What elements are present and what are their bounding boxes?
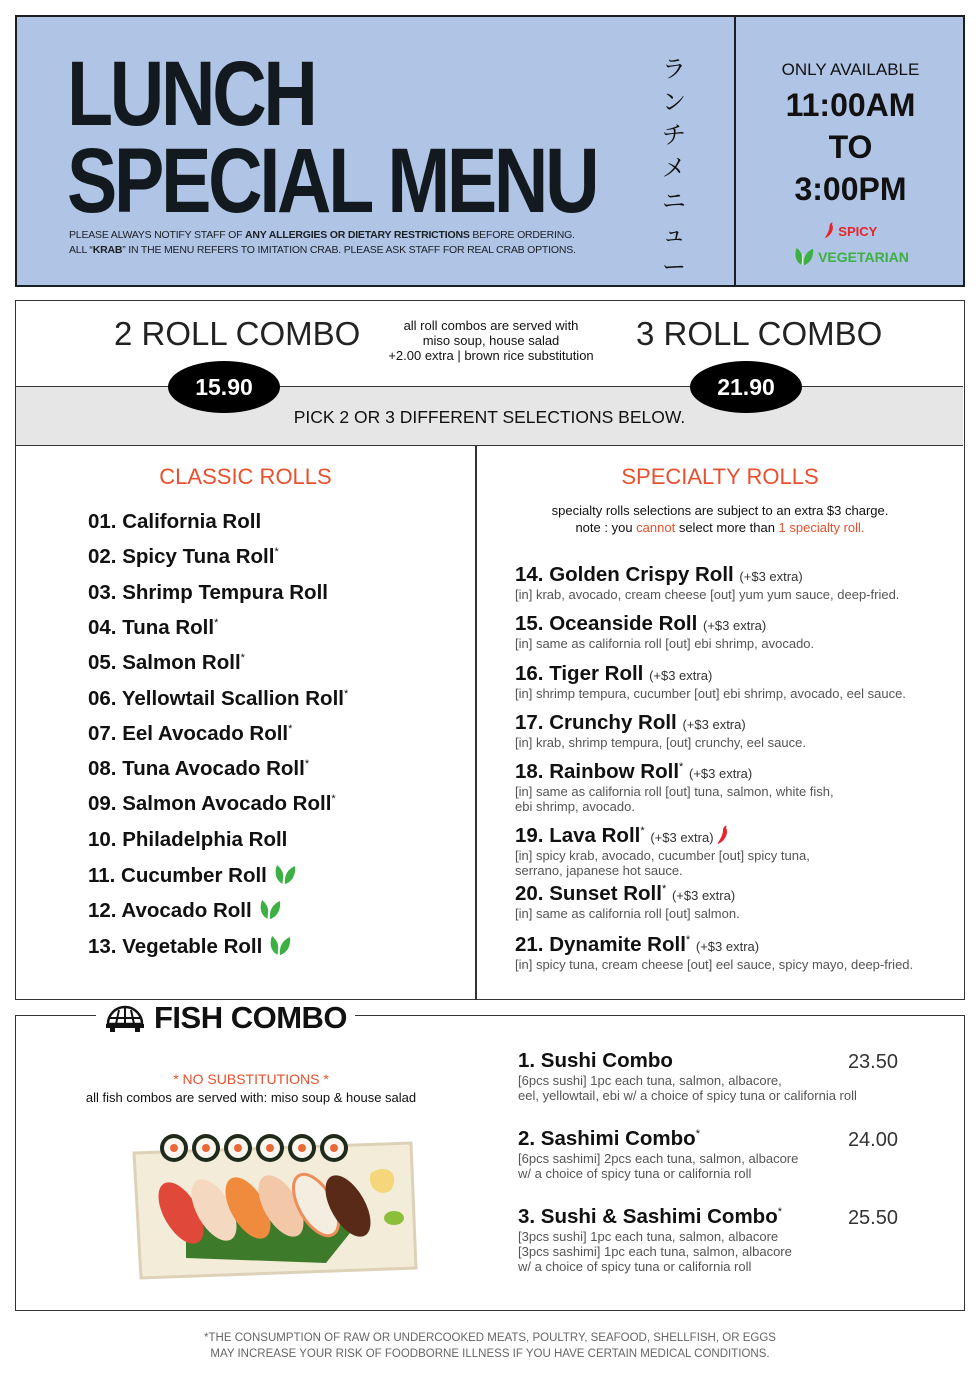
two-roll-price-badge: 15.90	[171, 364, 277, 410]
health-warning-line2: MAY INCREASE YOUR RISK OF FOODBORNE ILLNESS IF YOU HAVE CERTAIN MEDICAL CONDITIONS.	[210, 1348, 770, 1360]
note-text: select more than	[675, 520, 779, 535]
raw-marker: *	[695, 1128, 700, 1141]
fish-combo-description: [6pcs sushi] 1pc each tuna, salmon, albacore,	[518, 1073, 782, 1088]
legend-spicy-label: SPICY	[838, 224, 878, 239]
fish-combo-description: w/ a choice of spicy tuna or california roll	[518, 1166, 752, 1181]
specialty-limit-note	[477, 519, 963, 536]
notice-text: ” IN THE MENU REFERS TO IMITATION CRAB. PLEASE ASK STAFF FOR REAL CRAB OPTIONS.	[122, 244, 576, 256]
fish-combo-description: eel, yellowtail, ebi w/ a choice of spicy tuna or california roll	[518, 1088, 857, 1103]
roll-name: 18. Rainbow Roll	[515, 760, 680, 783]
fish-combo-description: [6pcs sashimi] 2pcs each tuna, salmon, albacore	[518, 1151, 799, 1166]
three-roll-price-badge: 21.90	[693, 364, 799, 410]
extra-charge: (+$3 extra)	[671, 888, 736, 903]
roll-name: 08. Tuna Avocado Roll	[88, 757, 305, 781]
fish-combo-name: 2. Sashimi Combo	[518, 1127, 696, 1150]
roll-description: [in] shrimp tempura, cucumber [out] ebi shrimp, avocado, eel sauce.	[515, 686, 906, 701]
combo-note	[356, 318, 626, 363]
roll-name: 09. Salmon Avocado Roll	[88, 792, 332, 816]
notice-text: ALL “	[69, 244, 93, 256]
roll-combo-section	[15, 300, 965, 1000]
roll-name: 17. Crunchy Roll	[515, 711, 677, 734]
jp-char: ラ	[662, 56, 686, 83]
roll-description: [in] same as california roll [out] salmon.	[515, 906, 740, 921]
fish-combo-price: 25.50	[847, 1207, 898, 1229]
fish-served-with: all fish combos are served with: miso soup & house salad	[85, 1090, 417, 1105]
fish-combo-section	[15, 1000, 965, 1311]
raw-marker: *	[777, 1206, 782, 1219]
sushi-platter-image	[126, 1128, 426, 1288]
classic-roll-item[interactable]	[88, 510, 261, 534]
no-substitutions: * NO SUBSTITUTIONS *	[173, 1071, 329, 1087]
legend-vegetarian	[736, 246, 965, 266]
extra-charge: (+$3 extra)	[703, 618, 767, 633]
extra-charge: (+$3 extra)	[649, 668, 713, 683]
title-lunch: LUNCH	[67, 43, 315, 145]
end-time: 3:00PM	[794, 171, 907, 207]
jp-char: ニ	[662, 188, 686, 215]
fish-combo-price: 23.50	[847, 1051, 898, 1073]
roll-name: 16. Tiger Roll	[515, 662, 644, 685]
raw-marker: *	[685, 934, 691, 947]
classic-roll-item[interactable]	[88, 722, 292, 746]
specialty-roll-item[interactable]	[515, 760, 955, 814]
three-roll-combo-title: 3 ROLL COMBO	[636, 315, 883, 352]
note-highlight: cannot	[636, 520, 676, 535]
leaf-icon	[267, 934, 291, 956]
roll-name: 01. California Roll	[88, 510, 262, 533]
roll-name: 04. Tuna Roll	[88, 615, 215, 639]
specialty-roll-heading	[515, 612, 955, 636]
notice-bold: KRAB	[92, 244, 123, 256]
specialty-roll-item[interactable]	[515, 662, 955, 701]
specialty-roll-item[interactable]	[515, 933, 955, 972]
instruction-band	[16, 386, 963, 446]
roll-name: 10. Philadelphia Roll	[88, 827, 288, 851]
raw-marker: *	[288, 722, 293, 735]
specialty-note	[477, 502, 963, 536]
specialty-roll-item[interactable]	[515, 612, 955, 651]
raw-marker: *	[640, 825, 645, 838]
japanese-title-vertical	[662, 53, 686, 284]
fish-combo-title: FISH COMBO	[154, 1000, 348, 1035]
fish-combo-item[interactable]	[518, 1127, 958, 1181]
classic-roll-item[interactable]	[88, 863, 296, 888]
roll-name: 03. Shrimp Tempura Roll	[88, 580, 328, 604]
raw-marker: *	[661, 883, 667, 896]
specialty-roll-heading	[515, 933, 955, 957]
roll-name: 13. Vegetable Roll	[88, 934, 263, 958]
combo-note-line: +2.00 extra | brown rice substitution	[388, 348, 594, 363]
health-warning-line1: *THE CONSUMPTION OF RAW OR UNDERCOOKED MEATS, POULTRY, SEAFOOD, SHELLFISH, OR EGGS	[204, 1332, 776, 1344]
classic-roll-item[interactable]	[88, 757, 309, 781]
raw-marker: *	[304, 758, 310, 771]
roll-name: 02. Spicy Tuna Roll	[88, 545, 275, 569]
leaf-icon	[272, 863, 296, 885]
roll-name: 20. Sunset Roll	[515, 882, 662, 905]
classic-roll-item[interactable]	[88, 792, 336, 816]
roll-name: 05. Salmon Roll	[88, 651, 241, 675]
specialty-roll-item[interactable]	[515, 824, 955, 878]
raw-marker: *	[214, 617, 219, 630]
jp-char: チ	[662, 122, 686, 149]
roll-description: [in] krab, avocado, cream cheese [out] yum yum sauce, deep-fried.	[515, 587, 900, 602]
fish-combo-description: w/ a choice of spicy tuna or california roll	[518, 1259, 752, 1274]
roll-name: 15. Oceanside Roll	[515, 612, 698, 635]
raw-marker: *	[240, 652, 245, 665]
extra-charge: (+$3 extra)	[695, 939, 760, 954]
notice-text: BEFORE ORDERING.	[469, 229, 575, 241]
notice-text: PLEASE ALWAYS NOTIFY STAFF OF	[69, 229, 246, 241]
roll-name: 21. Dynamite Roll	[515, 933, 686, 956]
classic-roll-item[interactable]	[88, 651, 245, 675]
classic-roll-item[interactable]	[88, 616, 218, 640]
leaf-icon	[792, 246, 814, 266]
fish-combo-price: 24.00	[847, 1129, 898, 1151]
fish-combo-name: 3. Sushi & Sashimi Combo	[518, 1205, 778, 1228]
legend-spicy	[736, 222, 965, 239]
raw-marker: *	[331, 793, 336, 806]
chili-pepper-icon	[824, 222, 835, 239]
fish-combo-item[interactable]	[518, 1205, 958, 1274]
roll-description: [in] krab, shrimp tempura, [out] crunchy, eel sauce.	[515, 735, 806, 750]
sushi-boat-icon	[104, 1004, 146, 1032]
time-to: TO	[828, 129, 873, 165]
start-time: 11:00AM	[785, 87, 916, 123]
classic-roll-item[interactable]	[88, 934, 291, 959]
combo-note-line: miso soup, house salad	[422, 333, 560, 348]
fish-combo-description: [3pcs sashimi] 1pc each tuna, salmon, albacore	[518, 1244, 792, 1259]
pick-instruction: PICK 2 OR 3 DIFFERENT SELECTIONS BELOW.	[293, 407, 686, 427]
roll-description: [in] spicy tuna, cream cheese [out] eel sauce, spicy mayo, deep-fried.	[515, 957, 914, 972]
specialty-roll-item[interactable]	[515, 563, 955, 602]
extra-charge: (+$3 extra)	[682, 717, 746, 732]
specialty-roll-heading	[515, 882, 955, 906]
specialty-roll-heading	[515, 760, 955, 784]
jp-char: メ	[662, 155, 686, 182]
fish-combo-name: 1. Sushi Combo	[518, 1049, 673, 1072]
classic-roll-item[interactable]	[88, 828, 287, 852]
note-text: note : you	[575, 520, 637, 535]
classic-roll-item[interactable]	[88, 898, 281, 923]
fish-combo-header	[96, 1002, 355, 1034]
roll-name: 11. Cucumber Roll	[88, 864, 267, 887]
fish-combo-description: [3pcs sushi] 1pc each tuna, salmon, albacore	[518, 1229, 779, 1244]
specialty-charge-note: specialty rolls selections are subject to an extra $3 charge.	[551, 503, 889, 518]
header-banner	[15, 15, 965, 287]
two-roll-combo-title: 2 ROLL COMBO	[114, 315, 361, 352]
raw-marker: *	[343, 687, 349, 700]
title-special-menu: SPECIAL MENU	[67, 130, 597, 232]
extra-charge: (+$3 extra)	[650, 830, 714, 845]
raw-marker: *	[274, 546, 279, 559]
extra-charge: (+$3 extra)	[739, 569, 803, 584]
leaf-icon	[257, 898, 281, 920]
krab-notice	[69, 244, 576, 257]
jp-char: ン	[662, 89, 686, 116]
fish-combo-item[interactable]	[518, 1049, 958, 1103]
specialty-roll-heading	[515, 563, 955, 587]
raw-marker: *	[679, 761, 684, 774]
roll-description: ebi shrimp, avocado.	[515, 799, 635, 814]
roll-description: [in] same as california roll [out] tuna, salmon, white fish,	[515, 784, 834, 799]
roll-name: 12. Avocado Roll	[88, 899, 252, 923]
roll-name: 07. Eel Avocado Roll	[88, 721, 289, 745]
classic-roll-item[interactable]	[88, 581, 328, 605]
notice-bold: ANY ALLERGIES OR DIETARY RESTRICTIONS	[245, 229, 470, 241]
extra-charge: (+$3 extra)	[689, 766, 753, 781]
jp-char: ー	[662, 254, 686, 281]
jp-char: ュ	[662, 221, 686, 248]
roll-name: 14. Golden Crispy Roll	[515, 563, 734, 586]
specialty-roll-item[interactable]	[515, 711, 955, 750]
roll-description: serrano, japanese hot sauce.	[515, 863, 683, 878]
roll-name: 19. Lava Roll	[515, 824, 641, 847]
allergy-notice	[69, 229, 575, 242]
classic-roll-item[interactable]	[88, 545, 279, 569]
specialty-roll-heading	[515, 662, 955, 686]
roll-description: [in] spicy krab, avocado, cucumber [out] spicy tuna,	[515, 848, 810, 863]
classic-rolls-title: CLASSIC ROLLS	[159, 464, 332, 489]
specialty-roll-heading	[515, 824, 955, 848]
roll-name: 06. Yellowtail Scallion Roll	[88, 686, 344, 710]
roll-description: [in] same as california roll [out] ebi shrimp, avocado.	[515, 636, 815, 651]
specialty-roll-heading	[515, 711, 955, 735]
legend-vegetarian-label: VEGETARIAN	[818, 249, 909, 265]
specialty-rolls-title: SPECIALTY ROLLS	[621, 464, 819, 489]
chili-pepper-icon	[717, 825, 729, 845]
specialty-roll-item[interactable]	[515, 882, 955, 921]
note-highlight: 1 specialty roll.	[778, 520, 865, 535]
classic-roll-item[interactable]	[88, 687, 348, 711]
combo-note-line: all roll combos are served with	[403, 318, 579, 333]
availability-label: ONLY AVAILABLE	[781, 60, 920, 79]
